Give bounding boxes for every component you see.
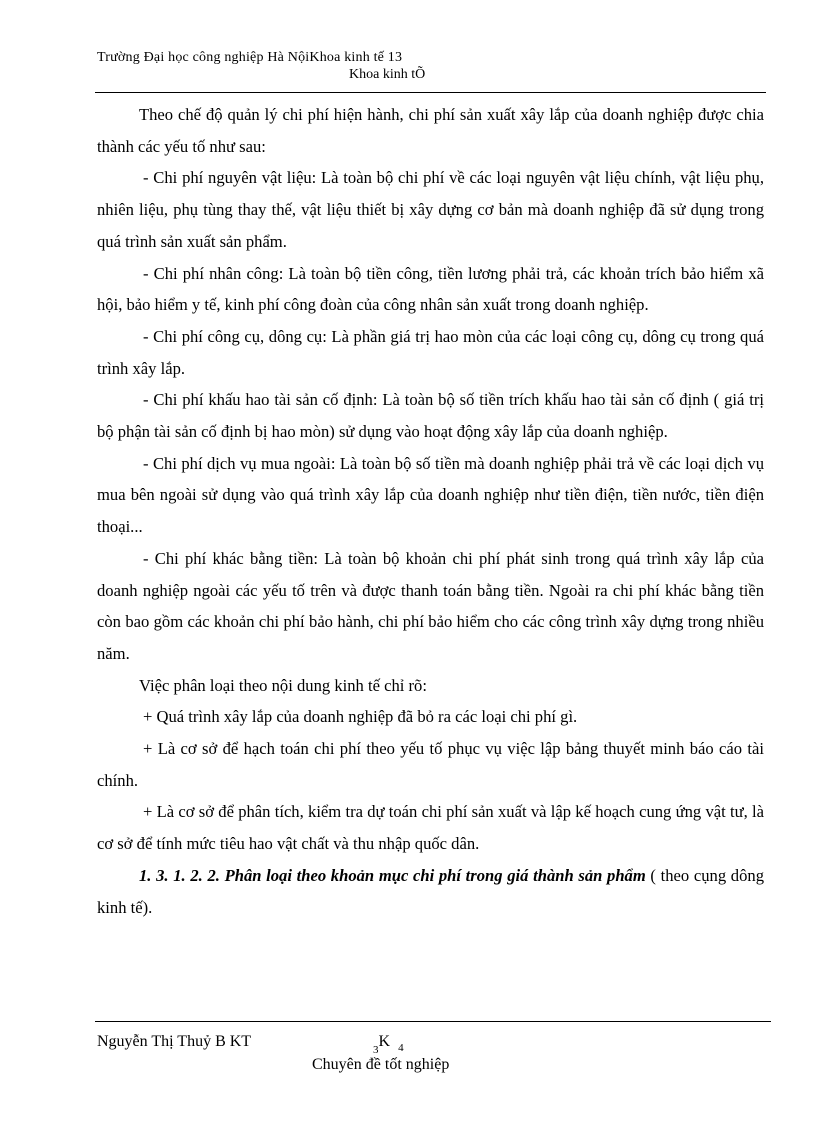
paragraph-classification-intro: Việc phân loại theo nội dung kinh tế chỉ rõ: xyxy=(139,675,427,695)
body-text xyxy=(97,99,764,923)
paragraph-labor-cost: - Chi phí nhân công: Là toàn bộ tiền công, tiền lương phải trả, các khoản trích bảo hiểm xã hội, bảo hiểm y tế, kinh phí công đoàn của công nhân sản xuất trong doanh nghiệp. xyxy=(97,263,764,315)
section-heading-tail: ( theo cụng dông kinh tế). xyxy=(97,865,764,917)
section-heading xyxy=(97,860,764,923)
paragraph-other-cash-cost: - Chi phí khác bằng tiền: Là toàn bộ khoản chi phí phát sinh trong quá trình xây lắp của doanh nghiệp ngoài các yếu tố trên và được thanh toán bằng tiền. Ngoài ra chi phí khác bằng tiền còn bao gồm các khoản chi phí bảo hành, chi phí bảo hiểm cho các công trình xây dựng trong nhiều năm. xyxy=(97,548,764,663)
footer-class-sub: 3 xyxy=(373,1044,379,1056)
paragraph-point-2: + Là cơ sở để hạch toán chi phí theo yếu tố phục vụ việc lập bảng thuyết minh báo cáo tài chính. xyxy=(97,739,764,790)
header-line-2: Khoa kinh tÕ xyxy=(349,67,426,82)
footer-author: Nguyễn Thị Thuỷ B KT xyxy=(97,1033,252,1050)
footer-class-letter: K xyxy=(378,1033,391,1050)
footer-class-code xyxy=(373,1033,404,1056)
section-heading-title: 1. 3. 1. 2. 2. Phân loại theo khoản mục chi phí trong giá thành sản phẩm xyxy=(139,865,646,885)
paragraph-depreciation-cost: - Chi phí khấu hao tài sản cố định: Là toàn bộ số tiền trích khấu hao tài sản cố định ( giá trị bộ phận tài sản cố định bị hao mòn) sử dụng vào hoạt động xây lắp của doanh nghiệp. xyxy=(97,390,764,442)
footer-divider xyxy=(95,1021,771,1022)
paragraph-material-cost: - Chi phí nguyên vật liệu: Là toàn bộ chi phí về các loại nguyên vật liệu chính, vật liệu phụ, nhiên liệu, phụ tùng thay thế, vật liệu thiết bị xây dựng cơ bản mà doanh nghiệp đã sử dụng trong quá trình sản xuất sản phẩm. xyxy=(97,168,764,251)
paragraph-point-3: + Là cơ sở để phân tích, kiểm tra dự toán chi phí sản xuất và lập kế hoạch cung ứng vật tư, là cơ sở để tính mức tiêu hao vật chất và thu nhập quốc dân. xyxy=(97,802,764,854)
footer-class-number: 4 xyxy=(398,1042,404,1054)
paragraph-point-1: + Quá trình xây lắp của doanh nghiệp đã bỏ ra các loại chi phí gì. xyxy=(143,707,578,727)
paragraph-intro: Theo chế độ quản lý chi phí hiện hành, chi phí sản xuất xây lắp của doanh nghiệp được chia thành các yếu tố như sau: xyxy=(97,105,764,156)
footer-title: Chuyên đề tốt nghiệp xyxy=(312,1056,450,1073)
header-line-1: Trường Đại học công nghiệp Hà NộiKhoa kinh tế 13 xyxy=(97,50,403,65)
paragraph-outsourced-services: - Chi phí dịch vụ mua ngoài: Là toàn bộ số tiền mà doanh nghiệp phải trả về các loại dịch vụ mua bên ngoài sử dụng vào quá trình xây lắp của doanh nghiệp như tiền điện, tiền nước, tiền điện thoại... xyxy=(97,453,764,537)
header-divider xyxy=(95,92,766,93)
paragraph-tool-cost: - Chi phí công cụ, dông cụ: Là phần giá trị hao mòn của các loại công cụ, dông cụ trong quá trình xây lắp. xyxy=(97,326,764,378)
